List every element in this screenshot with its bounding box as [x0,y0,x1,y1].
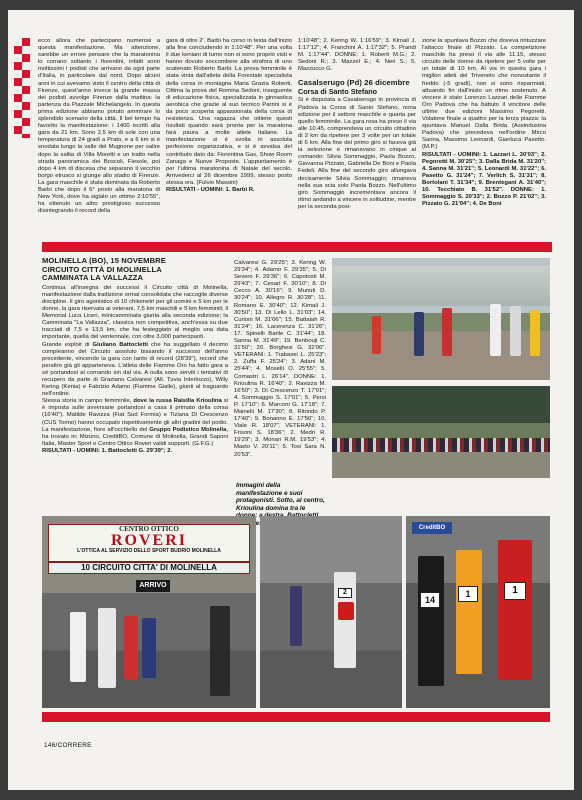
banner-line-4: 10 CIRCUITO CITTA' DI MOLINELLA [48,562,250,574]
article-headline-title: CIRCUITO CITTÀ DI MOLINELLA [42,264,162,274]
photo-caption: Immagini della manifestazione e suoi protagonisti. Sotto, al centro, Krioulina domina tra le [236,482,325,512]
top-red-rule [42,242,552,252]
article-results-text: Calvaresi G. 29'25"; 3. Kering W. 29'34"; 4. Adamo F. 29'35"; 5. Di Severo F. 29'36"; 6. Capotosti M. 29'43"; 7. Cesari F. 30'10"; 8. Di Cecco A. 30'16"; 9. Munuti D. 30'24"; 10. Allegro R. 30'28"; 11. Romano E. 30'40"; 12. Kimali J. 30'50"; 13. Di Lello L. 31'03"; 14. Curioni M. 31'06"; 15. Battaiah R. 31'24"; 16. Lacerenza C. 31'26"; 17. Spinelli Barile C. 31'44"; 18. Sanna M. 31'49"; 19. Benbouji C. 31'50"; 20. Borghesi G. 32'06". VETERANI: 1. Trabasei L. 25'23"; 2. Zuffa F. 25'24"; 3. Adani M. 25'44"; 4. Moselli O. 25'55"; 5. Cornastri L. 26'14". DONNE: 1. Krioulina R. 16'40"; 2. Ravizza M. 16'50"; 3. Di Crescenzo T. 17'01"; 4. Sommaggio S. 17'01"; 5. Persi P. 17'10"; 6. Marconi G. 17'18"; 7. Mainelli M. 17'30"; 8. Ritondo P. 17'40"; 9. Bonanno E. 17'56"; 10. Viale R. 18'07". VETERANI: 1. Frisoni S. 18'36"; 2. Medri R. 19'29"; 3. Monari R.M. 19'53"; 4. Masto V. 20'11"; 5. Tosi Sara N. 20'53". [234,260,326,458]
article-headline [42,257,228,283]
article-body-2: Grande exploit di Giuliano Battocletti che ha suggellato il decimo compleanno del Circuito assoluto bissando il successo dell'anno precedente, vincendo la gara con tanto di record (28'39"), record che peraltro già gli apparteneva. L'atleta delle Fiamme Oro ha fatto gara a sé portandosi al comando sin dal via. A nulla sono serviti i tentativi di recupero da parte di Graziano Calvaresi (All. Tuvia Interlozzo), Willy Kering (Kenia) e Fabrizio Adamo (Fiamme Gialle), giunti al traguardo nell'ordine. [42,341,228,398]
article-headline-subtitle: CAMMINATA LA VALLAZZA [42,273,144,283]
photo-leaders [406,516,550,708]
top-column-3 [298,38,416,254]
photo-start-crowd [332,386,550,478]
article-headline-date: MOLINELLA (BO), 15 NOVEMBRE [42,257,166,265]
santo-stefano-place: Casalserugo (Pd) 26 dicembre [298,78,410,88]
article-results-start: RISULTATI - UOMINI: 1. Battocletti G. 29'39"; 2. [42,447,173,454]
top-column-4-text: zione la spuntava Bozzo che doveva rintuzzare l'attacco finale di Pizzato. La competizione maschile ha preso il via alle 11.15, stesso circuito delle donne da ripetere per 5 volte per un totale di 10 km. Al via in questa gara i migliori atleti del Triveneto che nonostante il freddo (-5 gradi), non si sono risparmiati, attuando fin dall'inizio un ritmo sostenuto. A vincere è stato Lorenzo Lazzari delle Fiamme Oro Padova che ha battuto il vincitore delle ultime due edizioni Massimo Pegoretti. Volatone finale a quattro per la terza piazza: la spuntava Manuel Dalla Brida (Assindustria Padova) che precedeva nell'ordine Mirco Sanna, Massimo Leonardi, Gianluca Pasetto. (M.P.) [422,38,546,151]
top-column-1-text: ecco allora che partecipano numerosi a questa manifestazione. Ma attenzione, sarebbe un errore pensare che la maratonina lo corrano soltanto i fiorentini, infatti sono moltissimi i podisti che arrivano da ogni parte d'Italia, in particolare dal nord. Dopo alcuni anni in cui avevamo visto il centro della città di Firenze, quest'anno invece la grande massa dei podisti avvolge Firenze dalla mattina: la partenza da Piazzale Michelangelo. In questa prima edizione abbiamo potuto ammirare lo splendido scenario della città. Il bel tempo ha favorito la manifestazione: i 1400 iscritti alla gara da 21 km. Sono 2,5 km di sole con una temperatura di 24 gradi a Prato, e a 6 km si è snodata lungo la valle del Mugnone per salire dopo la salita di Villa Moretti e un tratto nella strada panoramica dei Boscoli, Fiesole, poi dopo 4 km di discesa che separano il vecchio borgo etrusco si giunge allo stadio di Firenze. La gara maschile è stata dominata da Roberto Barbi che dopo il 6° posto alla maratona di New York, dove ha siglato un ottimo 2:10'55", ha ottenuto un altro prestigioso successo disintegrando il record della [38,38,160,215]
bib-number: 1 [458,586,478,602]
photo-krioulina [260,516,402,708]
santo-stefano-title: Corsa di Santo Stefano [298,87,378,97]
banner-line-3: L'OTTICA AL SERVIZIO DELLO SPORT BUDRIO MOLINELLA [77,548,221,554]
bottom-red-rule [42,712,550,722]
top-column-3a-text: 1:10'48"; 2. Kering W. 1:16'59"; 3. Kimali J. 1:17'12"; 4. Franchini A. 1:17'32"; 5. Prandi M. 1:17'44". DONNE: 1. Roberti M.G.; 2. Sedoni R.; 3. Mazzel E.; 4. Neri S.; 5. Mazzucco G. [298,38,416,73]
arrivo-sign: ARRIVO [136,580,170,592]
article-body-3: Stessa storia in campo femminile, dove la russa Raisilia Krioulina si è imposta sulle avversarie portandosi a casa il primato della corsa (16'40"). Matilde Ravizza (Fiat Sud Formia) e Tiziana Di Crescenzo (CUS Torino) hanno occupato rispettivamente gli altri gradini del podio. La manifestazione, fiore all'occhiello del Gruppo Podistico Molinella, ha trovato in: Mizuno, CreditBO, Comune di Molinella, Grandi Saponi Italia, Master Sport e Centro Ottico Roveri validi supporti. (G.F.G.) [42,398,228,447]
sponsor-sign: CreditBO [412,522,452,534]
banner-line-2: ROVERI [110,532,187,549]
magazine-page [8,10,574,790]
photo-finish-banner [42,516,256,708]
top-column-4-results: RISULTATI - UOMINI: 1. Lazzari L. 30'03"; 2. Pegoretti M. 30'25"; 3. Dalla Brida M. 31'20"; 4. Sanna M. 31'21"; 5. Leonardi M. 31'22"; 6. Pasetto G. 31'24"; 7. Verlich S. 31'31"; 8. Bortolani T. 31'34"; 9. Brentegani A. 31'40"; 10. Tecchiato B. 31'52". DONNE: 1. Sommaggio S. 20'33"; 2. Bozzo P. 21'02"; 3. Pizzato G. 21'04"; 4. De Boni [422,151,546,208]
top-column-3b-text: Si è disputata a Casalserugo in provincia di Padova la Corsa di Santo Stefano, nona edizione per il settore maschile e quarta per quello femminile. La gara rosa ha preso il via alle 10.45, comprendeva un circuito cittadino di 2 km da ripetere per 3 volte per un totale di 6 km. Alla fine del primo giro si faceva già la selezione e rimanevano in cinque al comando: Silvia Sommaggio, Paola Bozzo, Giovanna Pizzato, Gabriella De Boni e Paola Fedeli. Alla fine del secondo giro allungava decisamente Silvia Sommaggio; rimaneva nella sua scia solo Paola Bozzo. Nell'ultimo giro Sommaggio incrementava ancora il ritmo andando a vincere in solitudine, mentre per la seconda posi- [298,97,416,210]
article-column-1 [42,257,228,511]
top-column-2 [166,38,292,254]
photo-walkers [332,258,550,380]
banner-line-1: CENTRO OTTICO [119,525,179,533]
top-column-2-text: gara di oltre 2'. Barbi ha corso in testa dall'inizio alla fine concludendo in 1:10'48". Per una volta il due keniani di turno non si sono proprio visti e hanno dovuto soccombere alla strafora di uno scatenato Roberto Barbi. La prova femminile è stata vinta dall'atleta della Forestale specialista della corsa in montagna Maria Grazia Roberti. Ottima la prova del Romina Sedoni, inseguente di educazione fisica, specializzata in ginnastica aerobica che grazie al suo tecnico Parrini si è da poco scoperta appassionata della corsa di resistenza. Una ragazza che ottiene questi risultati quando sarà pronta per la maratona farà paura a molte atlete italiane. La manifestazione si è svolta in assoluta perfezione organizzativa, e si è avvalsa del contributo dato da: Fiorentina Gas, Show Room Zanaga e Nuove Proposte. L'appuntamento è per l'ultima maratonina di Natale del secolo. Arrivederci al 26 dicembre 1999, stesso posto stessa ora. (Fulvio Massini) [166,38,292,186]
top-column-1 [38,38,160,238]
page-folio: 146/CORRERE [44,742,92,749]
bib-number: 2 [338,588,352,598]
article-column-2 [234,260,326,476]
article-body-1: Continua all'insegna dei successi il Circuito città di Molinella, manifestazione dalla tradizione ormai consolidata che raccoglie diverse discipline. Il giro agonistico di 10 chilometri per gli uomini e 5 km per le donne, la gara riservata ai veterani, 7,5 km maschili e 5 km femminili; il Memorial Luca Liceri, minicamminata giunta alla seconda edizione; la Camminata "La Vallazza", classica non competitiva, anch'essa su due tracciati di 7,5 e 13,5 km, che ha festeggiato al meglio una data importante, quella del ventennale, con oltre 3.000 partecipanti. [42,284,228,341]
sponsor-banner [48,524,250,562]
checkered-decoration [14,38,30,138]
top-column-4 [422,38,546,254]
bib-number: 1 [504,582,526,600]
bib-number: 14 [420,592,440,608]
top-column-2-results: RISULTATI - UOMINI: 1. Barbi R. [166,186,255,193]
